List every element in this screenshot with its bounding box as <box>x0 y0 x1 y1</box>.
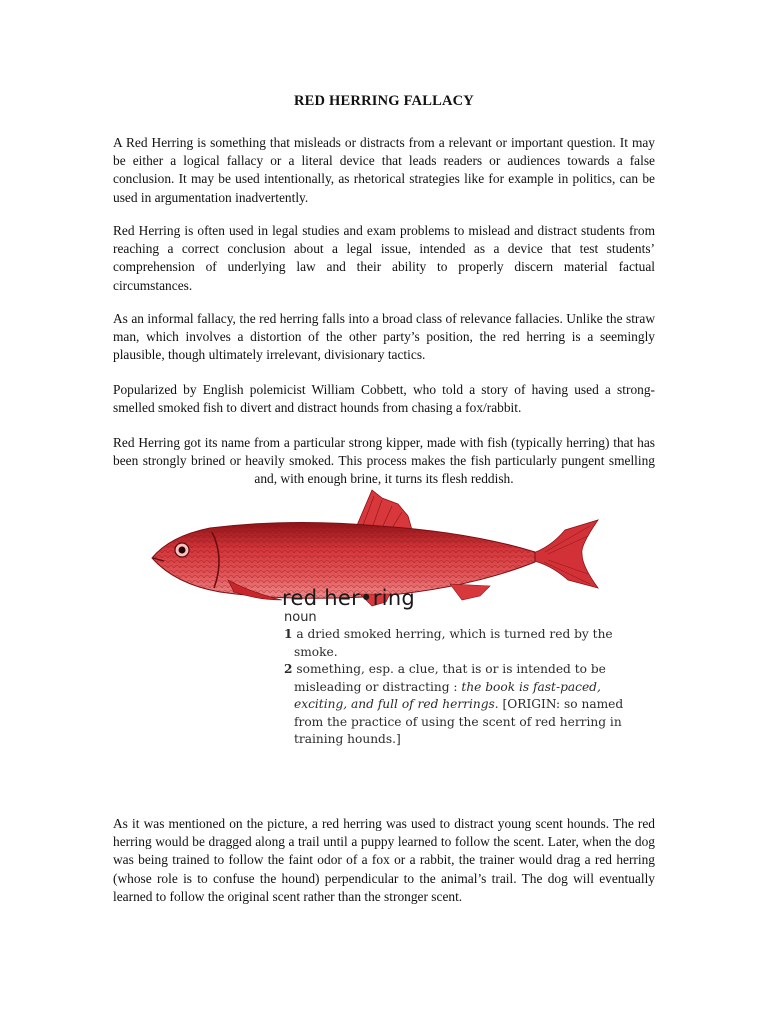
paragraph-scent-hounds: As it was mentioned on the picture, a red herring was used to distract young scent hounds. The red herring would be dragged along a trail until a puppy learned to follow the scent. Later, when the dog was being trained to follow the faint odor of a fox or a rabbit, the trainer would drag a red herring (whose role is to confuse the hound) perpendicular to the animal’s trail. The dog will eventually learned to follow the original scent rather than the stronger scent. <box>113 816 655 904</box>
red-herring-figure <box>150 488 630 758</box>
paragraph-name-origin: Red Herring got its name from a particular strong kipper, made with fish (typically herring) that has been strongly brined or heavily smoked. This process makes the fish particularly pungent smelling and, with enough brine, it turns its flesh reddish. <box>113 435 655 487</box>
dictionary-entry <box>282 586 642 749</box>
sense-example: the book is fast-paced, exciting, and full of red herrings. <box>294 679 601 711</box>
paragraph-legal-studies: Red Herring is often used in legal studies and exam problems to mislead and distract students from reaching a correct conclusion about a legal issue, intended as a device that test students’ comprehension of underlying law and their ability to properly discern material factual circumstances. <box>113 223 655 293</box>
document-title: RED HERRING FALLACY <box>294 93 474 109</box>
paragraph-definition: A Red Herring is something that misleads or distracts from a relevant or important question. It may be either a logical fallacy or a literal device that leads readers or audiences towards a false conclusion. It may be used intentionally, as rhetorical strategies like for example in politics, can be used in argumentation inadvertently. <box>113 135 655 205</box>
sense-text: a dried smoked herring, which is turned red by the smoke. <box>294 627 613 659</box>
dictionary-sense-1 <box>282 626 642 661</box>
sense-origin: [ORIGIN: so named from the practice of using the scent of red herring in training hounds.] <box>294 697 624 746</box>
dictionary-headword: red her•ring <box>282 586 416 610</box>
dictionary-sense-2 <box>282 661 642 749</box>
sense-number: 2 <box>284 662 293 676</box>
sense-number: 1 <box>284 627 293 641</box>
sense-text: something, esp. a clue, that is or is intended to be misleading or distracting : <box>294 662 606 694</box>
dictionary-part-of-speech: noun <box>284 610 317 625</box>
paragraph-cobbett: Popularized by English polemicist William Cobbett, who told a story of having used a strong-smelled smoked fish to divert and distract hounds from chasing a fox/rabbit. <box>113 382 655 416</box>
paragraph-informal-fallacy: As an informal fallacy, the red herring falls into a broad class of relevance fallacies. Unlike the straw man, which involves a distortion of the other party’s position, the red herring is a seemingly plausible, though ultimately irrelevant, divisionary tactics. <box>113 311 655 363</box>
